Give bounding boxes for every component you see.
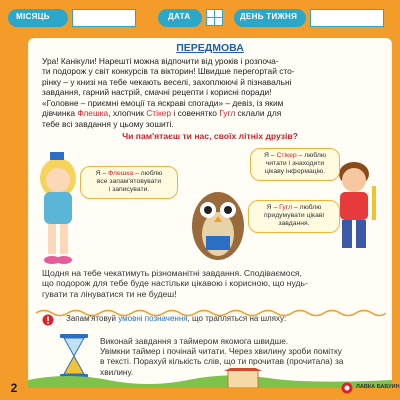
text-run: Запам'ятовуй [66,314,119,323]
weekday-label: ДЕНЬ ТИЖНЯ [240,12,298,21]
text-run: Я – [95,170,109,177]
character-name-stick: Стікер [146,108,172,119]
owl-character-icon [192,192,244,260]
legend-intro [66,314,286,323]
text-run: дівчинка [42,108,78,119]
girl-character-icon [40,152,76,264]
intro-line: «Головне – приємні емоції та яскраві спогади» – девіз, із яким [42,98,284,108]
character-name-flesh: Флешка [108,170,134,177]
intro-line: Ура! Канікули! Нарешті можна відпочити від уроків і розпоча- [42,56,279,66]
page-content [28,38,392,388]
speech-bubble-stick [250,148,340,181]
weekday-field[interactable] [310,9,384,27]
page-number: 2 [3,378,25,398]
text-run: – люблю [296,152,326,159]
bubble-line: придумувати цікаві [263,212,325,220]
intro-paragraph-1 [42,56,382,97]
month-label: МІСЯЦЬ [16,12,50,21]
intro-line [42,108,382,118]
intro-line: ти подорож у світ конкурсів та вікторин! Швидше перегортай сто- [42,66,295,77]
intro-line: рінку – у книзі на тебе чекають веселі, захоплюючі й пізнавальні [42,76,292,87]
text-run: склали для [235,108,282,119]
character-name-stick: Стікер [276,152,297,159]
date-cell[interactable] [214,17,223,26]
bottom-decoration-icon [28,368,392,388]
speech-bubble-gugl [248,200,340,233]
bubble-line [253,204,335,212]
legend-link: умовні позначення [118,314,188,323]
note-line: Щодня на тебе чекатимуть різноманітні завдання. Сподіваємося, [42,268,302,278]
intro-line: тебе всі завдання у цьому зошиті. [42,118,174,129]
closing-paragraph [42,268,382,299]
date-header [8,6,400,34]
month-field[interactable] [72,9,136,27]
intro-line: завдання, гарний настрій, смачні рецепти і корисні поради! [42,86,272,97]
page-title: ПЕРЕДМОВА [176,42,244,54]
bubble-line [85,170,173,178]
exclamation-icon [42,314,60,326]
text-run: , хлопчик [108,108,147,119]
note-line: гувати та лінуватися ти не будеш! [42,288,177,299]
task-line: хвилину. [100,366,134,377]
bubble-line: і записувати. [108,186,150,194]
text-run: , що трапляться на шляху: [187,314,287,323]
boy-character-icon [339,162,376,248]
task-line: Виконай завдання з таймером якомога швидше. [100,336,289,346]
bubble-line: цікаву інформацію. [264,168,326,176]
text-run: Я – [266,204,280,211]
date-label: ДАТА [168,12,191,21]
character-name-gugl: Гугл [279,204,293,211]
bubble-line: читати і знаходити [265,160,325,168]
bubble-line: завдання. [278,220,310,228]
brand-watermark: ЛАВКА БАБУИН [356,384,400,390]
bubble-line [255,152,335,160]
character-name-gugl: Гугл [219,108,236,119]
intro-paragraph-2 [42,98,382,129]
speech-bubble-flesh [80,166,178,199]
note-line: що подорож для тебе буде настільки цікавою і корисною, що нудь- [42,278,308,289]
text-run: – люблю [292,204,322,211]
bubble-line: все запам'ятовувати [96,178,162,186]
task-line: Увімкни таймер і почінай читати. Через хвилину зроби помітку [100,346,342,357]
text-run: Я – [264,152,277,159]
text-run: – люблю [133,170,163,177]
question-heading: Чи пам'ятаєш ти нас, своїх літніх друзів? [122,131,298,141]
character-name-flesh: Флешка [77,108,109,119]
task-line: в тексті. Порахуй кількість слів, що ти прочитав (прочитала) за [100,356,344,367]
brand-logo-icon [340,382,354,394]
text-run: і совенятко [171,108,220,119]
